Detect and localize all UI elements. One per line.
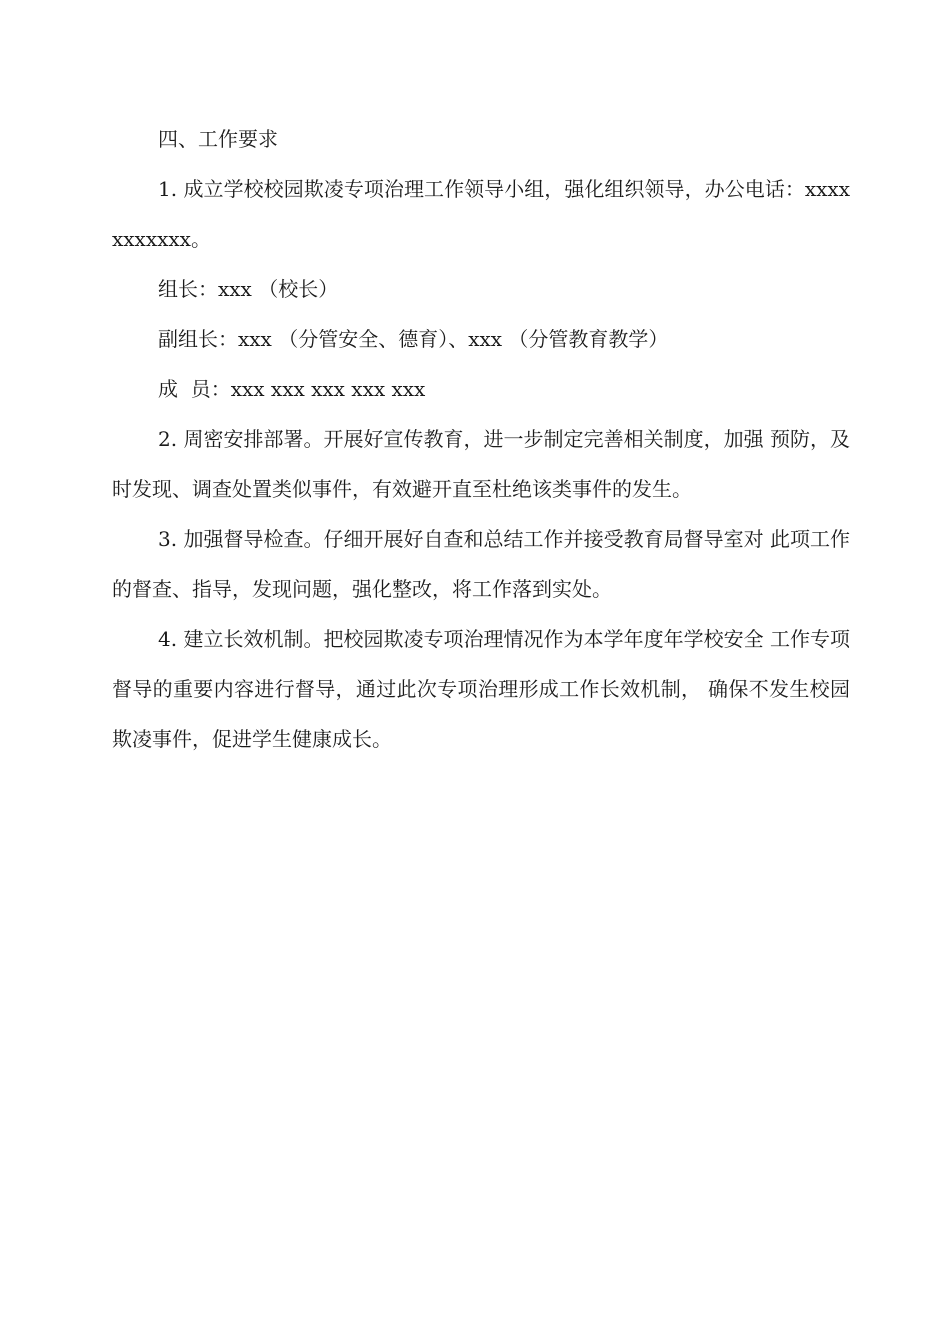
requirement-item-3: 3. 加强督导检查。仔细开展好自查和总结工作并接受教育局督导室对 此项工作的督查、指导，发现问题，强化整改，将工作落到实处。 (112, 527, 850, 601)
requirement-item-2: 2. 周密安排部署。开展好宣传教育，进一步制定完善相关制度，加强 预防，及时发现、调查处置类似事件，有效避开直至杜绝该类事件的发生。 (112, 427, 850, 501)
members-line: 成 员：xxx xxx xxx xxx xxx (158, 377, 426, 401)
deputy-leader-line: 副组长：xxx （分管安全、德育）、xxx （分管教育教学） (158, 327, 669, 351)
document-page (112, 114, 850, 764)
section-heading: 四、工作要求 (158, 127, 278, 151)
requirement-item-4: 4. 建立长效机制。把校园欺凌专项治理情况作为本学年度年学校安全 工作专项督导的重要内容进行督导，通过此次专项治理形成工作长效机制， 确保不发生校园欺凌事件，促进学生健康成长。 (112, 627, 850, 751)
requirement-item-1: 1. 成立学校校园欺凌专项治理工作领导小组，强化组织领导，办公电话：xxxxxxxxxxx。 (112, 177, 850, 251)
leader-line: 组长：xxx （校长） (158, 277, 339, 301)
